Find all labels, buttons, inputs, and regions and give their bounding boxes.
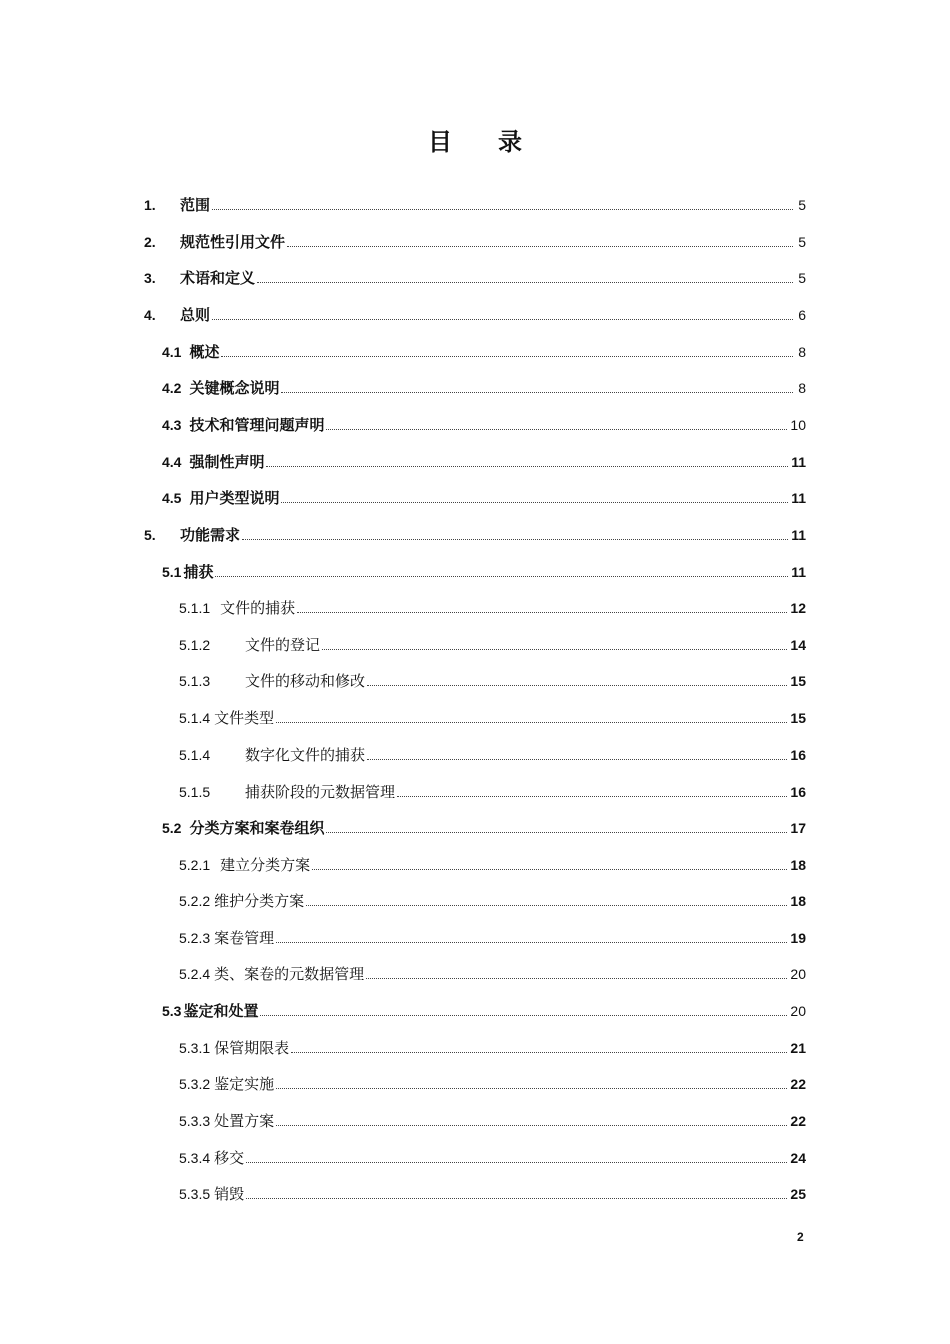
toc-entry[interactable]: [179, 854, 806, 876]
toc-entry-page: 18: [790, 857, 806, 873]
toc-leader-dots: [312, 869, 787, 870]
toc-entry[interactable]: [144, 267, 806, 289]
toc-leader-dots: [287, 246, 793, 247]
toc-leader-dots: [266, 466, 788, 467]
toc-entry[interactable]: [179, 597, 806, 619]
toc-entry-number: 4.: [144, 307, 156, 323]
page-number: 2: [797, 1230, 804, 1244]
toc-entry-number: 5.2.2: [179, 893, 211, 909]
toc-leader-dots: [276, 942, 787, 943]
toc-entry-number: 4.2: [162, 380, 182, 396]
toc-entry[interactable]: [179, 1037, 806, 1059]
toc-leader-dots: [281, 502, 788, 503]
toc-leader-dots: [322, 649, 787, 650]
toc-entry[interactable]: [179, 963, 806, 985]
toc-entry-number: 5.2.3: [179, 930, 211, 946]
toc-entry[interactable]: [144, 231, 806, 253]
toc-entry-number: 2.: [144, 234, 156, 250]
toc-entry-number: 5.3.5: [179, 1186, 211, 1202]
toc-leader-dots: [276, 1088, 787, 1089]
toc-entry-number: 5.1: [162, 564, 182, 580]
toc-leader-dots: [297, 612, 787, 613]
toc-entry[interactable]: [144, 524, 806, 546]
toc-leader-dots: [281, 392, 793, 393]
toc-entry-label: 保管期限表: [214, 1039, 290, 1057]
toc-entry-number: 5.1.4: [179, 710, 211, 726]
toc-leader-dots: [212, 319, 793, 320]
toc-entry-page: 8: [798, 380, 806, 396]
toc-entry-label: 文件的移动和修改: [245, 672, 366, 690]
toc-entry-label: 建立分类方案: [220, 856, 311, 874]
toc-entry[interactable]: [144, 194, 806, 216]
toc-entry[interactable]: [179, 707, 806, 729]
toc-entry-page: 6: [798, 307, 806, 323]
toc-entry-label: 功能需求: [180, 526, 241, 544]
toc-entry-number: 5.1.3: [179, 673, 211, 689]
toc-entry-page: 12: [790, 600, 806, 616]
toc-entry-label: 分类方案和案卷组织: [189, 819, 325, 837]
toc-title: [0, 122, 950, 157]
toc-title-char-2: 录: [498, 128, 522, 156]
toc-entry[interactable]: [179, 890, 806, 912]
toc-entry-page: 22: [790, 1076, 806, 1092]
toc-entry[interactable]: [179, 1110, 806, 1132]
toc-leader-dots: [246, 1198, 787, 1199]
toc-entry-label: 捕获阶段的元数据管理: [245, 783, 396, 801]
toc-leader-dots: [291, 1052, 787, 1053]
toc-entry-page: 15: [790, 673, 806, 689]
toc-entry-page: 11: [791, 490, 806, 506]
toc-leader-dots: [306, 905, 787, 906]
toc-leader-dots: [221, 356, 793, 357]
toc-entry-page: 21: [790, 1040, 806, 1056]
toc-entry-number: 3.: [144, 270, 156, 286]
toc-entry-label: 案卷管理: [214, 929, 275, 947]
toc-entry-number: 5.3.3: [179, 1113, 211, 1129]
toc-entry-page: 11: [791, 527, 806, 543]
toc-entry-number: 4.4: [162, 454, 182, 470]
toc-entry-page: 25: [790, 1186, 806, 1202]
toc-entry-label: 术语和定义: [180, 269, 256, 287]
toc-entry[interactable]: [179, 781, 806, 803]
toc-entry-number: 5.: [144, 527, 156, 543]
toc-leader-dots: [366, 978, 787, 979]
toc-entry-label: 文件的捕获: [220, 599, 296, 617]
toc-entry-number: 5.3.2: [179, 1076, 211, 1092]
toc-leader-dots: [397, 796, 787, 797]
toc-entry-page: 11: [791, 454, 806, 470]
toc-entry-number: 5.3.1: [179, 1040, 211, 1056]
toc-entry-label: 处置方案: [214, 1112, 275, 1130]
toc-entry-number: 5.2.1: [179, 857, 211, 873]
toc-entry-page: 16: [790, 784, 806, 800]
toc-entry-page: 8: [798, 344, 806, 360]
toc-entry-label: 用户类型说明: [189, 489, 280, 507]
toc-entry-label: 文件的登记: [245, 636, 321, 654]
toc-entry-label: 类、案卷的元数据管理: [214, 965, 365, 983]
toc-entry-number: 5.2.4: [179, 966, 211, 982]
toc-leader-dots: [212, 209, 793, 210]
toc-entry-number: 1.: [144, 197, 156, 213]
toc-entry-label: 概述: [189, 343, 220, 361]
toc-entry-label: 捕获: [183, 563, 214, 581]
toc-entry-number: 5.2: [162, 820, 182, 836]
toc-leader-dots: [326, 429, 787, 430]
toc-entry-page: 5: [798, 197, 806, 213]
toc-entry-page: 20: [790, 966, 806, 982]
toc-entry-page: 16: [790, 747, 806, 763]
toc-leader-dots: [242, 539, 788, 540]
toc-entry-label: 鉴定实施: [214, 1075, 275, 1093]
toc-entry-number: 5.1.5: [179, 784, 211, 800]
toc-entry[interactable]: [162, 414, 806, 436]
toc-entry[interactable]: [162, 341, 806, 363]
toc-entry-number: 4.3: [162, 417, 182, 433]
toc-entry[interactable]: [179, 1073, 806, 1095]
toc-entry[interactable]: [179, 927, 806, 949]
toc-leader-dots: [257, 282, 793, 283]
toc-entry-label: 数字化文件的捕获: [245, 746, 366, 764]
toc-entry-page: 5: [798, 234, 806, 250]
toc-entry-number: 5.3: [162, 1003, 182, 1019]
toc-entry-number: 5.3.4: [179, 1150, 211, 1166]
toc-leader-dots: [276, 1125, 787, 1126]
toc-entry-label: 鉴定和处置: [183, 1002, 259, 1020]
toc-entry[interactable]: [179, 634, 806, 656]
toc-entry-number: 4.1: [162, 344, 182, 360]
toc-entry-label: 文件类型: [214, 709, 275, 727]
toc-leader-dots: [276, 722, 787, 723]
toc-entry-label: 规范性引用文件: [180, 233, 286, 251]
toc-entry[interactable]: [179, 1183, 806, 1205]
toc-entry[interactable]: [162, 561, 806, 583]
toc-entry[interactable]: [162, 451, 806, 473]
toc-entry-page: 15: [790, 710, 806, 726]
toc-entry-number: 5.1.1: [179, 600, 211, 616]
toc-entry-number: 4.5: [162, 490, 182, 506]
toc-entry-page: 19: [790, 930, 806, 946]
toc-leader-dots: [215, 576, 788, 577]
toc-entry-page: 10: [790, 417, 806, 433]
toc-entry-label: 维护分类方案: [214, 892, 305, 910]
toc-entry-label: 技术和管理问题声明: [189, 416, 325, 434]
toc-entry-number: 5.1.4: [179, 747, 211, 763]
toc-entry-label: 强制性声明: [189, 453, 265, 471]
toc-entry[interactable]: [144, 304, 806, 326]
toc-entry[interactable]: [179, 744, 806, 766]
toc-entry-label: 总则: [180, 306, 211, 324]
toc-entry-label: 范围: [180, 196, 211, 214]
toc-leader-dots: [260, 1015, 787, 1016]
toc-title-char-1: 目: [428, 128, 452, 156]
toc-leader-dots: [246, 1162, 787, 1163]
toc-entry-page: 18: [790, 893, 806, 909]
toc-entry-page: 14: [790, 637, 806, 653]
toc-entry-label: 销毁: [214, 1185, 245, 1203]
toc-entry-page: 17: [790, 820, 806, 836]
toc-entry[interactable]: [162, 487, 806, 509]
toc-entry[interactable]: [162, 377, 806, 399]
toc-entry-page: 22: [790, 1113, 806, 1129]
toc-entry-label: 移交: [214, 1149, 245, 1167]
toc-leader-dots: [367, 759, 787, 760]
toc-entry[interactable]: [179, 1147, 806, 1169]
toc-leader-dots: [326, 832, 787, 833]
toc-leader-dots: [367, 685, 787, 686]
toc-entry[interactable]: [162, 1000, 806, 1022]
toc-entry-page: 20: [790, 1003, 806, 1019]
toc-entry-page: 11: [791, 564, 806, 580]
toc-entry-label: 关键概念说明: [189, 379, 280, 397]
toc-entry[interactable]: [179, 670, 806, 692]
toc-entry-number: 5.1.2: [179, 637, 211, 653]
toc-entry-page: 5: [798, 270, 806, 286]
toc-entry[interactable]: [162, 817, 806, 839]
toc-entry-page: 24: [790, 1150, 806, 1166]
